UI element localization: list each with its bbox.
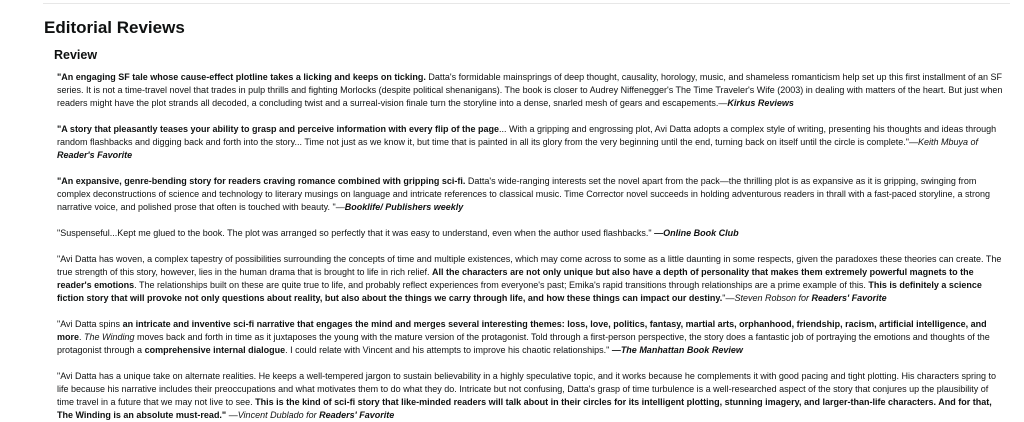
review-paragraph [57, 123, 1006, 162]
review-text-run: ... With a gripping and engrossing plot, Avi Datta adopts a complex style of writing, presenting his thoughts and ideas through random flashbacks and digging back and forth into the story... Time not just as we know it, but time that is painted in all its glory from the very beginning until the end, turning back on itself until the circle is complete." [57, 124, 997, 148]
review-text-run: "An engaging SF tale whose cause-effect plotline takes a licking and keeps on ticking. [57, 72, 426, 83]
review-text-run: Reader's Favorite [57, 150, 133, 161]
review-text-run: Kirkus Reviews [727, 98, 794, 109]
review-text-run: "A story that pleasantly teases your ability to grasp and perceive information with every flip of the page [57, 124, 500, 135]
review-text-run: This is the kind of sci-fi story that like-minded readers will talk about in their circles for its intelligent plotting, stunning imagery, and larger-than-life characters. And for that, The Winding is an absolute must-read." [57, 397, 992, 421]
review-sub-heading: Review [54, 48, 98, 63]
review-text-run: All the characters are not only unique but also have a depth of personality that makes them extremely powerful magnets to the reader's emotions [57, 267, 974, 291]
review-text-run: Datta's wide-ranging interests set the novel apart from the pack—the thrilling plot is as expansive as it is gripping, swinging from complex deconstructions of science and technology to literary musings on language and intricate references to classical music. Time Corrector novel succeeds in holding adventurous readers in thrall with a fast-paced storyline, a strong narrative voice, and polished prose that often is touched with beauty. "— [57, 176, 990, 213]
review-paragraph [57, 175, 1006, 214]
review-text-run: Steven Robson for [734, 293, 812, 304]
review-paragraph [57, 227, 1006, 240]
top-divider [43, 3, 1010, 4]
review-text-run: . The relationships built on these are quite true to life, and probably reflect experiences from everyone's past; Emika's rapid transitions through relationships are a prime example of this. [134, 280, 869, 291]
review-text-run: The Winding [84, 332, 135, 343]
review-text-run: Readers' Favorite [319, 410, 395, 421]
review-text-run: —Vincent Dublado for [228, 410, 320, 421]
review-text-run: comprehensive internal dialogue [144, 345, 286, 356]
editorial-reviews-section [0, 18, 1024, 422]
review-text-run: —The Manhattan Book Review [611, 345, 743, 356]
review-text-run: "Avi Datta has a unique take on alternate realities. He keeps a well-tempered jargon to sustain believability in a highly speculative topic, and it works because he complements it with good pacing and tight plotting. His characters spring to life because his narrative includes their preoccupations and what motivates them to do what they do. Intricate but not confusing, Datta's grasp of time turbulence is a well-researched aspect of the story that conjures up the plausibility of time travel in a future that we may not live to see. [57, 371, 997, 408]
review-text-run: "Avi Datta spins [57, 319, 123, 330]
review-text-run: an intricate and inventive sci-fi narrative that engages the mind and merges several interesting themes: loss, love, politics, fantasy, martial arts, orphanhood, friendship, racism, artificial intelligence, and more [57, 319, 987, 343]
review-paragraph [57, 253, 1006, 305]
review-text-run: moves back and forth in time as it juxtaposes the young with the mature version of the protagonist. Told through a first-person perspective, the story does a fantastic job of portraying the emotions and thoughts of the protagonist through a [57, 332, 990, 356]
review-text-run: Booklife/ Publishers weekly [344, 202, 464, 213]
review-text-run: Datta's formidable mainsprings of deep thought, causality, horology, music, and shameless romanticism help set up this first installment of an SF series. It is not a time-travel novel that trades in pulp thrills and fighting Morlocks (despite political shenanigans). The book is closer to Audrey Niffenegger's The Time Traveler's Wife (2003) in dealing with matters of the heart. But just when readers might have the plot strands all decoded, a concluding twist and a surreal-vision finale turn the storyline into a dense, snarled mesh of gears and escapements.— [57, 72, 1003, 109]
review-paragraph [57, 318, 1006, 357]
page-title: Editorial Reviews [44, 18, 185, 37]
review-text-run: Readers' Favorite [811, 293, 887, 304]
review-text-run: "Avi Datta has woven, a complex tapestry of possibilities surrounding the concepts of time and multiple existences, which may come across to some as a little daunting in some respects, given the paradoxes these theories can create. The true strength of this story, however, lies in the human drama that is brought to life in rich relief. [57, 254, 1002, 278]
review-text-run: "— [722, 293, 735, 304]
review-paragraph [57, 71, 1006, 110]
review-text-run: . [79, 332, 85, 343]
review-paragraphs [57, 71, 1006, 422]
review-text-run: —Online Book Club [654, 228, 739, 239]
review-paragraph [57, 370, 1006, 422]
review-text-run: "An expansive, genre-bending story for readers craving romance combined with gripping sci-fi. [57, 176, 466, 187]
review-text-run: . I could relate with Vincent and his attempts to improve his chaotic relationships." [285, 345, 612, 356]
review-text-run: This is definitely a science fiction story that will provoke not only questions about reality, but also about the things we carry through life, and how these things can impact our destiny. [57, 280, 982, 304]
review-text-run: —Keith Mbuya of [908, 137, 979, 148]
review-text-run: "Suspenseful...Kept me glued to the book. The plot was arranged so perfectly that it was easy to understand, even when the author used flashbacks." [57, 228, 655, 239]
